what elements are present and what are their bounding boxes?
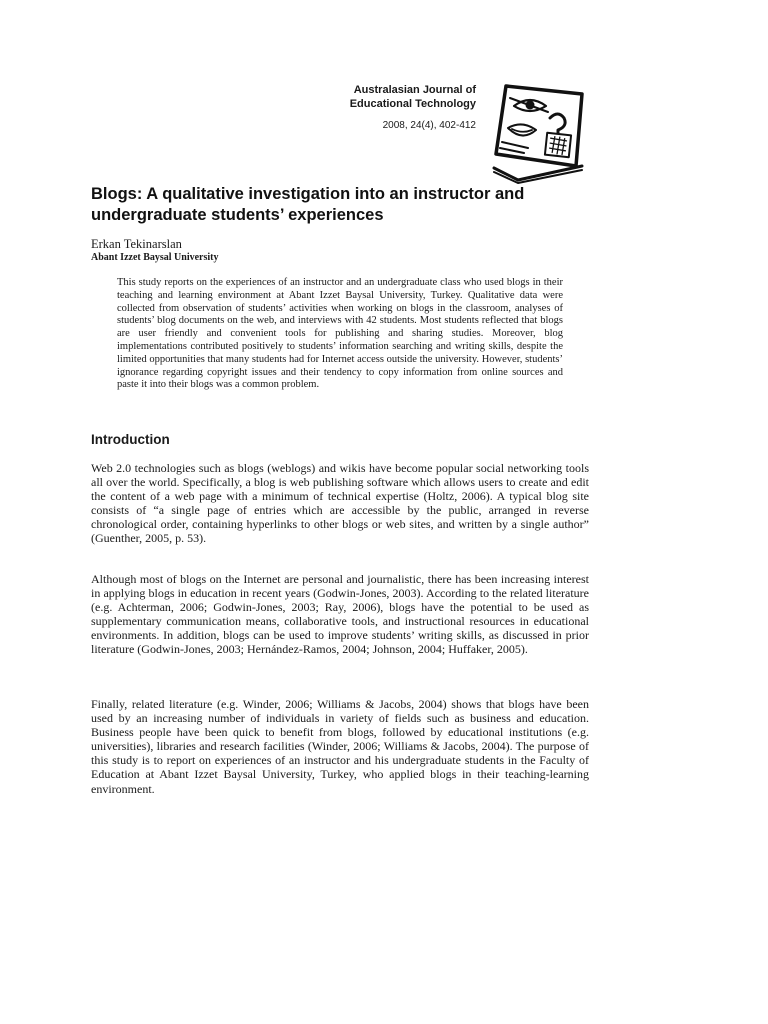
section-heading-introduction: Introduction [91, 432, 170, 447]
journal-name-line2: Educational Technology [349, 98, 476, 110]
author-name: Erkan Tekinarslan [91, 237, 182, 251]
paragraph: Although most of blogs on the Internet are personal and journalistic, there has been increasing interest in applying blogs in education in recent years (Godwin-Jones, 2003). According to the related literature (e.g. Achterman, 2006; Godwin-Jones, 2003; Ray, 2006), blogs have the potential to be used as supplementary communication means, collaborative tools, and instructional resources in educational environments. In addition, blogs can be used to improve students’ writing skills, as discussed in prior literature (Godwin-Jones, 2003; Hernández-Ramos, 2004; Johnson, 2004; Huffaker, 2005). [91, 572, 589, 657]
author-affiliation: Abant Izzet Baysal University [91, 252, 219, 263]
paragraph: Finally, related literature (e.g. Winder, 2006; Williams & Jacobs, 2004) shows that blogs have been used by an increasing number of individuals in variety of fields such as business and education. Business people have been quick to benefit from blogs, followed by educational institutions (e.g. universities), libraries and research facilities (Winder, 2006; Williams & Jacobs, 2004). The purpose of this study is to report on experiences of an instructor and his undergraduate students in the Faculty of Education at Abant Izzet Baysal University, Turkey, who applied blogs in their teaching-learning environment. [91, 697, 589, 796]
journal-logo-icon [488, 82, 588, 184]
abstract: This study reports on the experiences of an instructor and an undergraduate class who used blogs in their teaching and learning environment at Abant Izzet Baysal University, Turkey. Qualitative data were collected from observation of students’ activities when working on blogs in the classroom, analyses of students’ blog documents on the web, and interviews with 42 students. Most students reflected that blogs are user friendly and convenient tools for publishing and sharing studies. Moreover, blog implementations contributed positively to students’ information searching and writing skills, despite the limited opportunities that many students had for Internet access outside the university. However, students’ ignorance regarding copyright issues and their tendency to copy information from online sources and paste it into their blogs was a common problem. [117, 277, 563, 391]
journal-header [300, 83, 476, 133]
article-title: Blogs: A qualitative investigation into an instructor and undergraduate students’ experiences [91, 185, 525, 224]
journal-citation: 2008, 24(4), 402-412 [382, 120, 476, 131]
journal-name-line1: Australasian Journal of [353, 84, 476, 96]
paragraph: Web 2.0 technologies such as blogs (weblogs) and wikis have become popular social networking tools all over the world. Specifically, a blog is web publishing software which allows users to create and edit the content of a web page with a minimum of technical expertise (Holtz, 2006). A typical blog site consists of “a single page of entries which are accessible by the public, arranged in reverse chronological order, containing hyperlinks to other blogs or web sites, and written by a single author” (Guenther, 2005, p. 53). [91, 461, 589, 546]
